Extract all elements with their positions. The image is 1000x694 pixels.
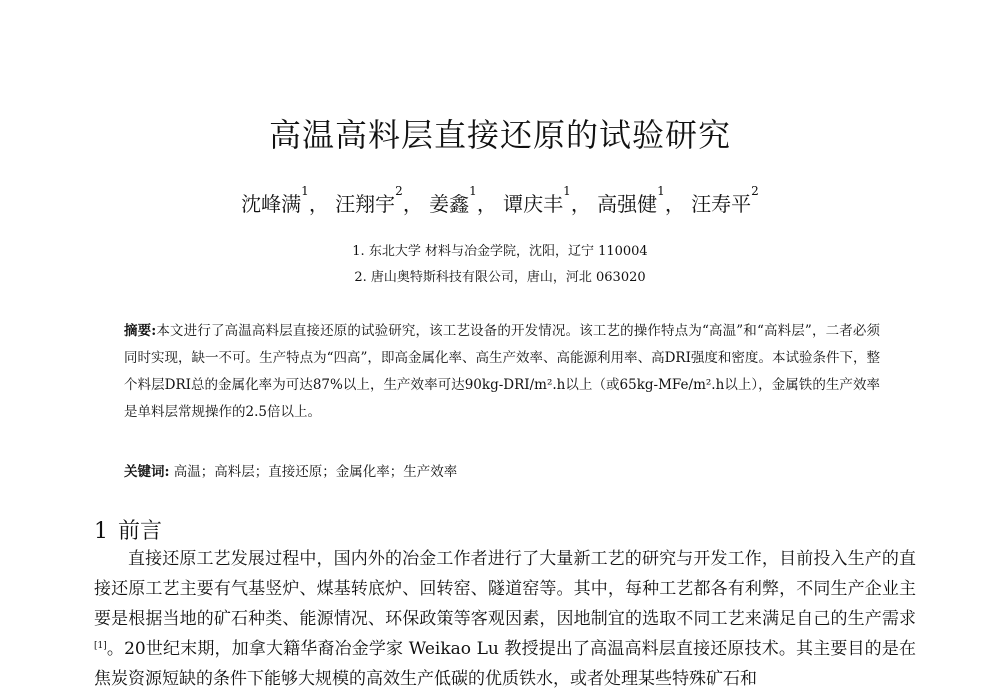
author-name: 姜鑫 <box>429 192 470 216</box>
abstract <box>124 318 880 426</box>
author-name: 沈峰满 <box>241 192 302 216</box>
author-affiliation-mark: 1 <box>563 184 571 198</box>
paragraph-text-part2: 。20世纪末期，加拿大籍华裔冶金学家 Weikao Lu 教授提出了高温高料层直接还原技术。其主要目的是在焦炭资源短缺的条件下能够大规模的高效生产低碳的优质铁水，或者处理某些特殊矿石和 <box>94 639 916 689</box>
abstract-text: 本文进行了高温高料层直接还原的试验研究，该工艺设备的开发情况。该工艺的操作特点为“高温”和“高料层”，二者必须同时实现，缺一不可。生产特点为“四高”，即高金属化率、高生产效率、高能源利用率、高DRI强度和密度。本试验条件下，整个料层DRI总的金属化率为可达87%以上，生产效率可达90kg-DRI/m².h以上（或65kg-MFe/m².h以上），金属铁的生产效率是单料层常规操作的2.5倍以上。 <box>124 323 880 420</box>
section-number: 1 <box>94 519 108 544</box>
keywords <box>124 460 880 480</box>
author-affiliation-mark: 2 <box>751 184 759 198</box>
paragraph-text-part1: 直接还原工艺发展过程中，国内外的冶金工作者进行了大量新工艺的研究与开发工作，目前投入生产的直接还原工艺主要有气基竖炉、煤基转底炉、回转窑、隧道窑等。其中，每种工艺都各有利弊，不同生产企业主要是根据当地的矿石种类、能源情况、环保政策等客观因素，因地制宜的选取不同工艺来满足自己的生产需求 <box>94 549 916 629</box>
citation-ref: [1] <box>94 641 107 651</box>
paper-title: 高温高料层直接还原的试验研究 <box>268 116 731 154</box>
body-paragraph <box>94 544 916 694</box>
section-title: 前言 <box>118 519 163 544</box>
author-affiliation-mark: 1 <box>657 184 665 198</box>
author-name: 谭庆丰 <box>503 192 564 216</box>
affiliation-1: 1. 东北大学 材料与冶金学院，沈阳，辽宁 110004 <box>352 244 648 259</box>
author-list: 沈峰满$^1$， 汪翔宇$^2$， 姜鑫$^1$， 谭庆丰$^1$， 高强健$^1$， 汪寿平$^2$ <box>241 184 759 216</box>
keywords-label: 关键词: <box>124 464 170 480</box>
abstract-label: 摘要: <box>124 323 157 339</box>
author-affiliation-mark: 1 <box>469 184 477 198</box>
author-name: 汪翔宇 <box>335 192 396 216</box>
affiliation-2: 2. 唐山奥特斯科技有限公司，唐山，河北 063020 <box>354 270 646 285</box>
section-heading <box>94 514 162 545</box>
author-affiliation-mark: 2 <box>395 184 403 198</box>
author-name: 汪寿平 <box>691 192 752 216</box>
keywords-text: 高温；高料层；直接还原；金属化率；生产效率 <box>173 464 458 480</box>
author-name: 高强健 <box>597 192 658 216</box>
author-affiliation-mark: 1 <box>301 184 309 198</box>
